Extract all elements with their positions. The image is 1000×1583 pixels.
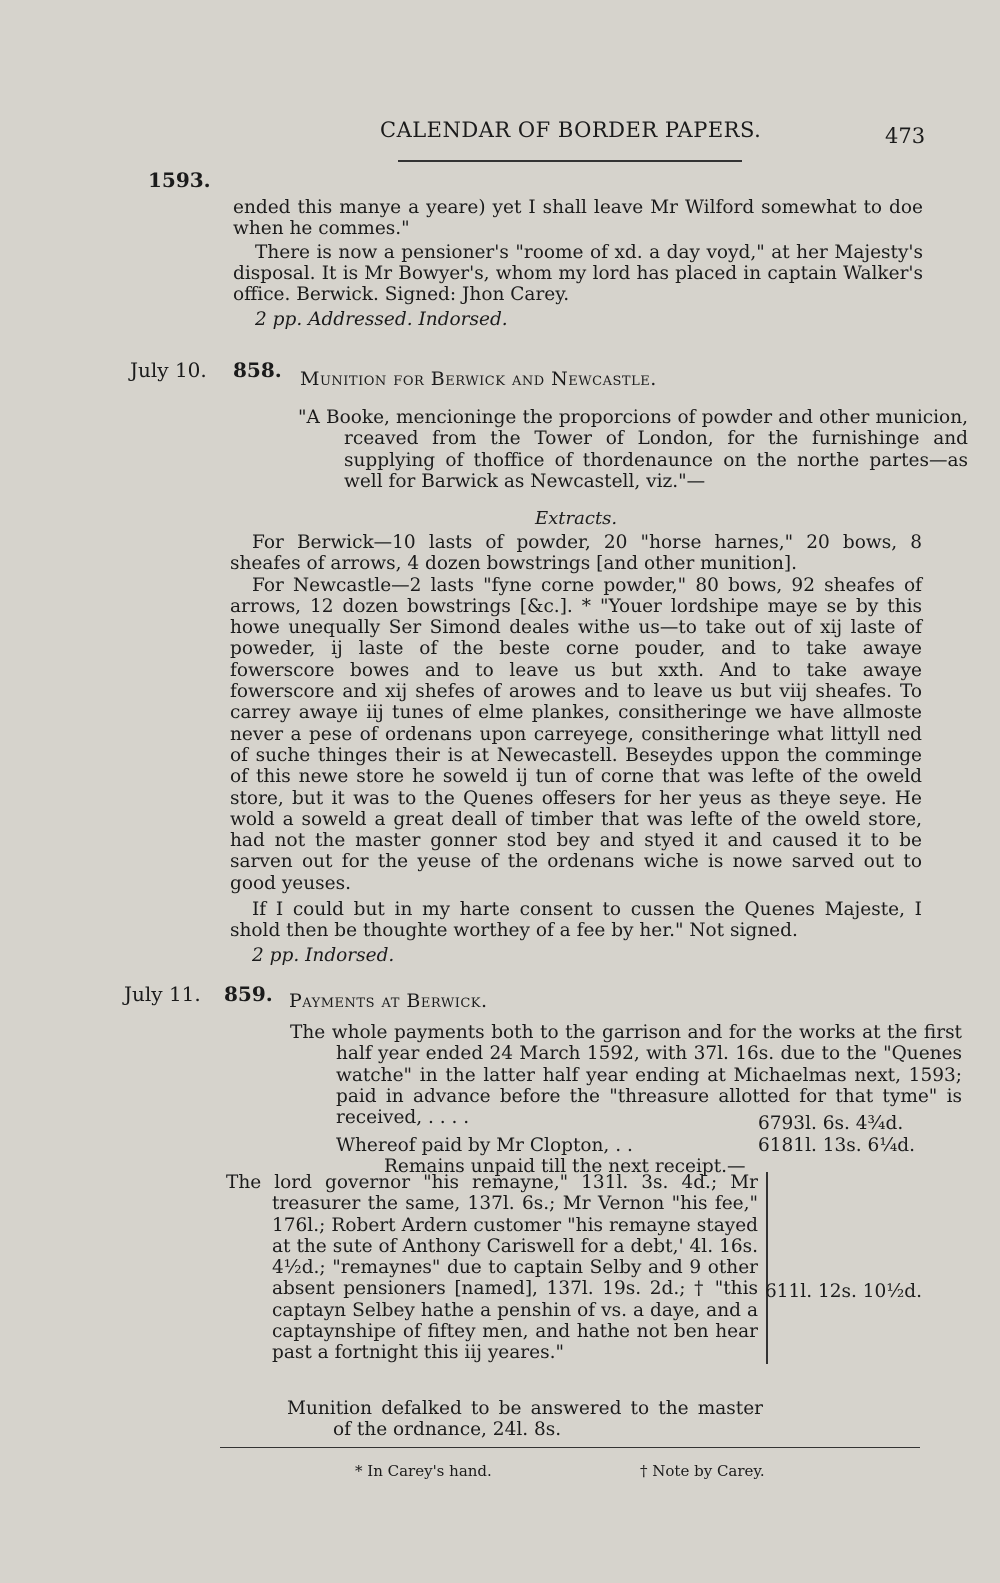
newcastle-paragraph: For Newcastle—2 lasts "fyne corne powder," 80 bows, 92 sheafes of arrows, 12 dozen bowstrings [&c.]. * "Youer lordshipe maye se by this howe unequally Ser Simond deales withe us—to take out of xij laste of poweder, ij laste of the beste corne pouder, and to take awaye fowerscore bowes and to leave us but xxth. And to take awaye fowerscore and xij shefes of arowes and to leave us but viij sheafes. To carrey awaye iij tunes of elme plankes, consitheringe we have allmoste never a pese of ordenans upon carreyege, consitheringe what littyll ned of suche thinges their is at Newecastell. Beseydes uppon the comminge of this newe store he soweld ij tun of corne that was lefte of the oweld store, but it was to the Quenes offesers for her yeus as theye seye. He wold a soweld a great deall of timber that was lefte of the oweld store, had not the master gonner stod bey and styed it and caused it to be sarven out for the yeuse of the ordenans wiche is nowe sarved out to good yeuses. [230, 574, 922, 894]
entry-title: Munition for Berwick and Newcastle. [300, 368, 657, 390]
remains-line: Remains unpaid till the next receipt.— [384, 1156, 746, 1177]
extracts-block [230, 532, 922, 966]
pensioner-paragraph: There is now a pensioner's "roome of xd. a day voyd," at her Majesty's disposal. It is Mr Bowyer's, whom my lord has placed in captain Walker's office. Berwick. Signed: Jhon Carey. [233, 241, 923, 306]
footnote-rule [220, 1447, 920, 1448]
entry-date: July 11. [124, 982, 201, 1006]
header-rule [398, 160, 742, 162]
entry-number: 859. [224, 982, 273, 1006]
entry-title: Payments at Berwick. [289, 990, 488, 1012]
unpaid-items: The lord governor "his remayne," 131l. 3s. 4d.; Mr treasurer the same, 137l. 6s.; Mr Vernon "his fee," 176l.; Robert Ardern customer "his remayne stayed at the sute of Anthony Cariswell for a debt,' 4l. 16s. 4½d.; "remaynes" due to captain Selby and 9 other absent pensioners [named], 137l. 19s. 2d.; † "this captayn Selbey hathe a penshin of vs. a daye, and a captaynshipe of fiftey men, and hathe not ben hear past a fortnight this iij yeares." [226, 1172, 768, 1364]
payments-paragraph: The whole payments both to the garrison and for the works at the first half year ended 24 March 1592, with 37l. 16s. due to the "Quenes watche" in the latter half year ending at Michaelmas next, 1593; paid in advance before the "threasure allotted for that tyme" is received, . . . . [290, 1022, 962, 1129]
document-note: 2 pp. Addressed. Indorsed. [255, 309, 508, 331]
berwick-paragraph: For Berwick—10 lasts of powder, 20 "horse harnes," 20 bows, 8 sheafes of arrows, 4 dozen bowstrings [and other munition]. [230, 532, 922, 575]
footnote: † Note by Carey. [640, 1462, 765, 1480]
entry-quote: "A Booke, mencioninge the proporcions of powder and other municion, rceaved from the Tower of London, for the furnishinge and supplying of thoffice of thordenaunce on the northe partes—as well for Barwick as Newcastell, viz."— [298, 407, 968, 492]
entry-number: 858. [233, 358, 282, 382]
page-number: 473 [885, 124, 926, 148]
continuation-block [233, 197, 923, 331]
whereof-line: Whereof paid by Mr Clopton, . . [336, 1135, 633, 1156]
footnote: * In Carey's hand. [355, 1462, 492, 1480]
extracts-label: Extracts. [535, 508, 618, 529]
document-note: 2 pp. Indorsed. [252, 944, 395, 966]
year-label: 1593. [148, 168, 211, 192]
amount: 6793l. 6s. 4¾d. [758, 1113, 904, 1134]
closing-paragraph: If I could but in my harte consent to cussen the Quenes Majeste, I shold then be thoughte worthey of a fee by her." Not signed. [230, 899, 922, 942]
entry-date: July 10. [130, 358, 207, 382]
munition-line: Munition defalked to be answered to the master of the ordnance, 24l. 8s. [287, 1398, 763, 1441]
amount: 611l. 12s. 10½d. [765, 1281, 922, 1302]
running-header: CALENDAR OF BORDER PAPERS. [380, 118, 762, 142]
continuation-paragraph: ended this manye a yeare) yet I shall leave Mr Wilford somewhat to doe when he commes." [233, 197, 923, 240]
amount: 6181l. 13s. 6¼d. [758, 1135, 915, 1156]
